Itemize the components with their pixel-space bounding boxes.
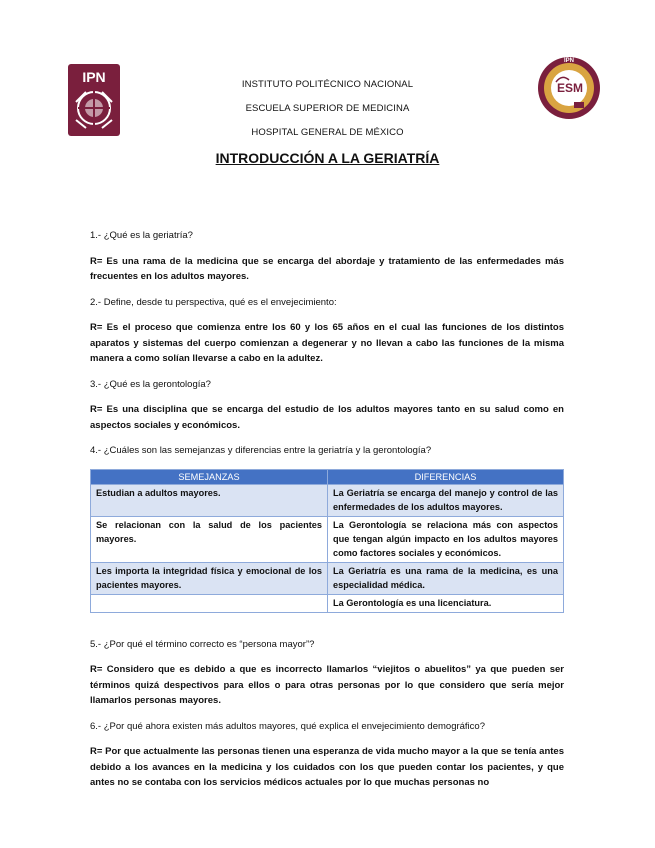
- document-body: [90, 228, 564, 801]
- answer-1: R= Es una rama de la medicina que se encarga del abordaje y tratamiento de las enfermedades más frecuentes en los adultos mayores.: [90, 255, 564, 282]
- table-cell: La Geriatría es una rama de la medicina, es una especialidad médica.: [328, 562, 564, 594]
- table-cell: La Geriatría se encarga del manejo y control de las enfermedades de los adultos mayores.: [328, 484, 564, 516]
- table-cell: Les importa la integridad física y emocional de los pacientes mayores.: [91, 562, 328, 594]
- ipn-logo-text: IPN: [82, 69, 106, 85]
- answer-6: R= Por que actualmente las personas tienen una esperanza de vida mucho mayor a la que se tenía antes debido a los avances en la medicina y los cuidados con los que pueden contar los pacientes, y que antes no se contaba con los servicios médicos actuales por lo que muchas personas no: [90, 746, 564, 788]
- institute-name: INSTITUTO POLITÉCNICO NACIONAL: [241, 79, 414, 90]
- table-cell: Estudian a adultos mayores.: [91, 484, 328, 516]
- table-row: [91, 484, 564, 516]
- header-diferencias: DIFERENCIAS: [328, 469, 564, 484]
- table-row: [91, 562, 564, 594]
- answer-5: R= Considero que es debido a que es incorrecto llamarlos “viejitos o abuelitos” ya que pueden ser términos quizá despectivos para ellos o para otras personas por lo que considero que sería mejor llamarlos personas mayores.: [90, 664, 564, 706]
- question-5: 5.- ¿Por qué el término correcto es “persona mayor”?: [90, 638, 315, 650]
- table-cell: La Gerontología se relaciona más con aspectos que tengan algún impacto en los adultos mayores como factores sociales y económicos.: [328, 516, 564, 562]
- question-6: 6.- ¿Por qué ahora existen más adultos mayores, qué explica el envejecimiento demográfico?: [90, 720, 485, 732]
- esm-logo-ipn-text: IPN: [563, 58, 575, 64]
- table-cell: Se relacionan con la salud de los pacientes mayores.: [91, 516, 328, 562]
- table-row: [91, 594, 564, 612]
- header-semejanzas: SEMEJANZAS: [91, 469, 328, 484]
- question-4: 4.- ¿Cuáles son las semejanzas y diferencias entre la geriatría y la gerontología?: [90, 445, 432, 456]
- question-1: 1.- ¿Qué es la geriatría?: [90, 230, 193, 241]
- esm-logo-text: ESM: [556, 81, 584, 95]
- table-cell: [91, 594, 328, 612]
- question-2: 2.- Define, desde tu perspectiva, qué es el envejecimiento:: [90, 296, 337, 308]
- comparison-table: [90, 469, 564, 613]
- table-header-row: [91, 469, 564, 484]
- document-title: INTRODUCCIÓN A LA GERIATRÍA: [215, 150, 440, 166]
- hospital-name: HOSPITAL GENERAL DE MÉXICO: [251, 127, 404, 138]
- question-3: 3.- ¿Qué es la gerontología?: [90, 378, 211, 390]
- answer-2: R= Es el proceso que comienza entre los 60 y los 65 años en el cual las funciones de los distintos aparatos y sistemas del cuerpo comienzan a degenerar y no llevan a cabo las funciones de la misma manera a como solían llevarse a cabo en la adultez.: [90, 322, 564, 364]
- table-row: [91, 516, 564, 562]
- table-cell: La Gerontología es una licenciatura.: [328, 594, 564, 612]
- answer-3: R= Es una disciplina que se encarga del estudio de los adultos mayores tanto en su salud como en aspectos sociales y económicos.: [90, 404, 564, 431]
- school-name: ESCUELA SUPERIOR DE MEDICINA: [245, 103, 410, 114]
